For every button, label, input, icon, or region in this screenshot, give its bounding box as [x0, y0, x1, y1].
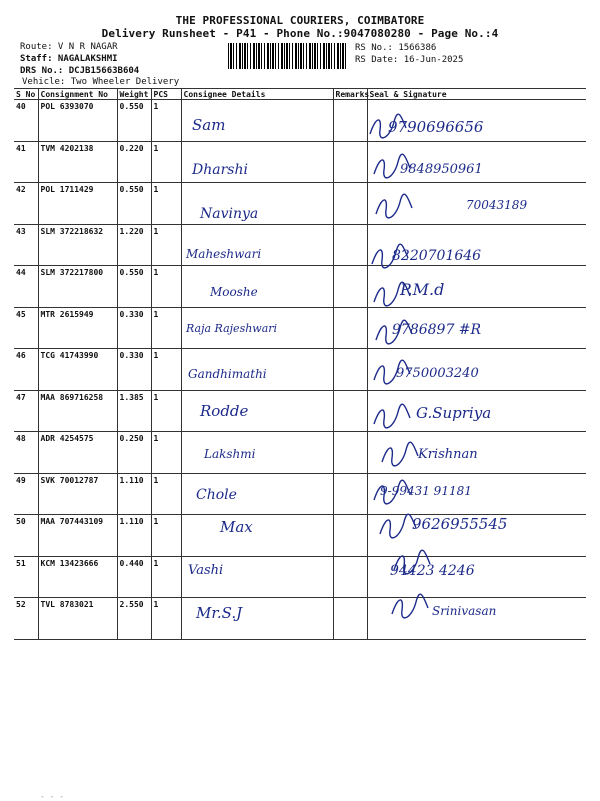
consignee-handwritten-name: Navinya [200, 206, 259, 222]
cell-pcs: 1 [151, 556, 181, 598]
consignee-handwritten-name: Dharshi [192, 162, 248, 178]
cell-consignment: SVK 70012787 [38, 473, 117, 515]
cell-weight: 0.440 [117, 556, 151, 598]
table-row [14, 100, 586, 142]
consignee-handwritten-name: Gandhimathi [188, 367, 267, 381]
cell-consignment: MTR 2615949 [38, 307, 117, 349]
table-row [14, 224, 586, 266]
cell-sno: 46 [14, 349, 38, 391]
staff-label: Staff: NAGALAKSHMI [20, 54, 118, 64]
consignee-handwritten-name: Vashi [188, 563, 224, 578]
cell-sno: 45 [14, 307, 38, 349]
cell-remarks [333, 598, 367, 640]
vehicle-label: Vehicle: Two Wheeler Delivery [22, 77, 180, 87]
col-signature: Seal & Signature [367, 89, 586, 100]
cell-pcs: 1 [151, 307, 181, 349]
consignee-handwritten-name: Mr.S.J [196, 604, 243, 622]
route-label: Route: V N R NAGAR [20, 42, 118, 52]
cell-pcs: 1 [151, 473, 181, 515]
cell-pcs: 1 [151, 598, 181, 640]
col-weight: Weight [117, 89, 151, 100]
cell-consignment: ADR 4254575 [38, 432, 117, 474]
table-row [14, 307, 586, 349]
handwritten-signature-phone: 9848950961 [400, 162, 483, 177]
cell-consignment: POL 1711429 [38, 183, 117, 225]
cell-pcs: 1 [151, 224, 181, 266]
cell-weight: 0.550 [117, 266, 151, 308]
cell-remarks [333, 556, 367, 598]
handwritten-signature-phone: 70043189 [466, 198, 528, 212]
signature-scribble-icon [368, 112, 408, 142]
handwritten-signature-phone: 9786897 #R [392, 322, 482, 338]
cell-remarks [333, 266, 367, 308]
cell-remarks [333, 100, 367, 142]
cell-pcs: 1 [151, 349, 181, 391]
company-title: THE PROFESSIONAL COURIERS, COIMBATORE [175, 14, 425, 27]
table-row [14, 473, 586, 515]
cell-remarks [333, 473, 367, 515]
runsheet-table [14, 88, 586, 640]
consignee-handwritten-name: Lakshmi [204, 447, 256, 461]
consignee-handwritten-name: Chole [196, 487, 237, 503]
cell-consignment: MAA 707443109 [38, 515, 117, 557]
signature-scribble-icon [372, 280, 412, 310]
cell-sno: 43 [14, 224, 38, 266]
cell-weight: 1.220 [117, 224, 151, 266]
consignee-handwritten-name: Sam [192, 116, 226, 134]
cell-remarks [333, 183, 367, 225]
consignee-handwritten-name: Rodde [200, 402, 249, 420]
cell-remarks [333, 141, 367, 183]
cell-consignment: SLM 372217800 [38, 266, 117, 308]
cell-weight: 0.550 [117, 100, 151, 142]
signature-scribble-icon [372, 478, 412, 508]
cell-weight: 0.220 [117, 141, 151, 183]
table-header-row [14, 89, 586, 100]
cell-sno: 52 [14, 598, 38, 640]
signature-scribble-icon [372, 402, 412, 432]
cell-sno: 42 [14, 183, 38, 225]
col-remarks: Remarks [333, 89, 367, 100]
rs-no-label: RS No.: 1566386 [355, 43, 437, 53]
cell-weight: 0.330 [117, 307, 151, 349]
cell-pcs: 1 [151, 432, 181, 474]
cell-weight: 1.110 [117, 515, 151, 557]
cell-sno: 47 [14, 390, 38, 432]
runsheet-subtitle: Delivery Runsheet - P41 - Phone No.:9047080280 - Page No.:4 [101, 27, 499, 40]
table-row [14, 598, 586, 640]
cell-sno: 40 [14, 100, 38, 142]
cell-weight: 0.330 [117, 349, 151, 391]
consignee-handwritten-name: Raja Rajeshwari [186, 322, 278, 335]
table-row [14, 266, 586, 308]
cell-pcs: 1 [151, 390, 181, 432]
table-row [14, 141, 586, 183]
table-row [14, 556, 586, 598]
cell-remarks [333, 515, 367, 557]
consignee-handwritten-name: Max [220, 518, 253, 536]
cell-weight: 1.110 [117, 473, 151, 515]
cell-remarks [333, 390, 367, 432]
col-consignment: Consignment No [38, 89, 117, 100]
cell-weight: 2.550 [117, 598, 151, 640]
handwritten-signature-phone: 9626955545 [412, 515, 508, 533]
drs-label: DRS No.: DCJB15663B604 [20, 66, 140, 76]
handwritten-signature-phone: 94423 4246 [390, 563, 475, 579]
handwritten-signature-phone: 8220701646 [392, 248, 482, 264]
cell-remarks [333, 349, 367, 391]
cell-consignment: MAA 869716258 [38, 390, 117, 432]
cell-consignment: TCG 41743990 [38, 349, 117, 391]
cell-consignment: KCM 13423666 [38, 556, 117, 598]
col-pcs: PCS [151, 89, 181, 100]
cell-sno: 50 [14, 515, 38, 557]
consignee-handwritten-name: Mooshe [210, 285, 258, 299]
signature-scribble-icon [372, 152, 412, 182]
bottom-smudge: - - - [40, 792, 65, 801]
table-row [14, 349, 586, 391]
cell-remarks [333, 224, 367, 266]
signature-scribble-icon [392, 548, 432, 578]
col-sno: S No [14, 89, 38, 100]
cell-consignment: TVL 8783021 [38, 598, 117, 640]
signature-scribble-icon [370, 242, 410, 272]
cell-pcs: 1 [151, 183, 181, 225]
signature-scribble-icon [374, 192, 414, 222]
cell-consignment: TVM 4202138 [38, 141, 117, 183]
cell-pcs: 1 [151, 266, 181, 308]
cell-pcs: 1 [151, 141, 181, 183]
cell-sno: 51 [14, 556, 38, 598]
signature-scribble-icon [380, 440, 420, 470]
handwritten-signature-phone: P.M.d [400, 280, 445, 299]
cell-sno: 48 [14, 432, 38, 474]
handwritten-signature-phone: Srinivasan [432, 604, 497, 618]
cell-weight: 1.385 [117, 390, 151, 432]
signature-scribble-icon [390, 592, 430, 622]
cell-pcs: 1 [151, 515, 181, 557]
handwritten-signature-phone: 9-99431 91181 [380, 484, 472, 498]
cell-remarks [333, 307, 367, 349]
cell-sno: 44 [14, 266, 38, 308]
table-row [14, 390, 586, 432]
rs-date-label: RS Date: 16-Jun-2025 [355, 55, 464, 65]
handwritten-signature-phone: 9750003240 [396, 366, 479, 381]
cell-remarks [333, 432, 367, 474]
consignee-handwritten-name: Maheshwari [186, 247, 262, 261]
signature-scribble-icon [374, 318, 414, 348]
signature-scribble-icon [378, 512, 418, 542]
table-row [14, 432, 586, 474]
signature-scribble-icon [372, 358, 412, 388]
cell-consignment: POL 6393070 [38, 100, 117, 142]
handwritten-signature-phone: 9790696656 [388, 118, 484, 136]
col-consignee: Consignee Details [181, 89, 333, 100]
barcode [228, 43, 348, 69]
cell-weight: 0.250 [117, 432, 151, 474]
cell-sno: 49 [14, 473, 38, 515]
cell-weight: 0.550 [117, 183, 151, 225]
handwritten-signature-phone: Krishnan [418, 447, 478, 462]
handwritten-signature-phone: G.Supriya [416, 404, 492, 422]
cell-pcs: 1 [151, 100, 181, 142]
cell-consignee [181, 515, 333, 557]
cell-consignment: SLM 372218632 [38, 224, 117, 266]
cell-sno: 41 [14, 141, 38, 183]
